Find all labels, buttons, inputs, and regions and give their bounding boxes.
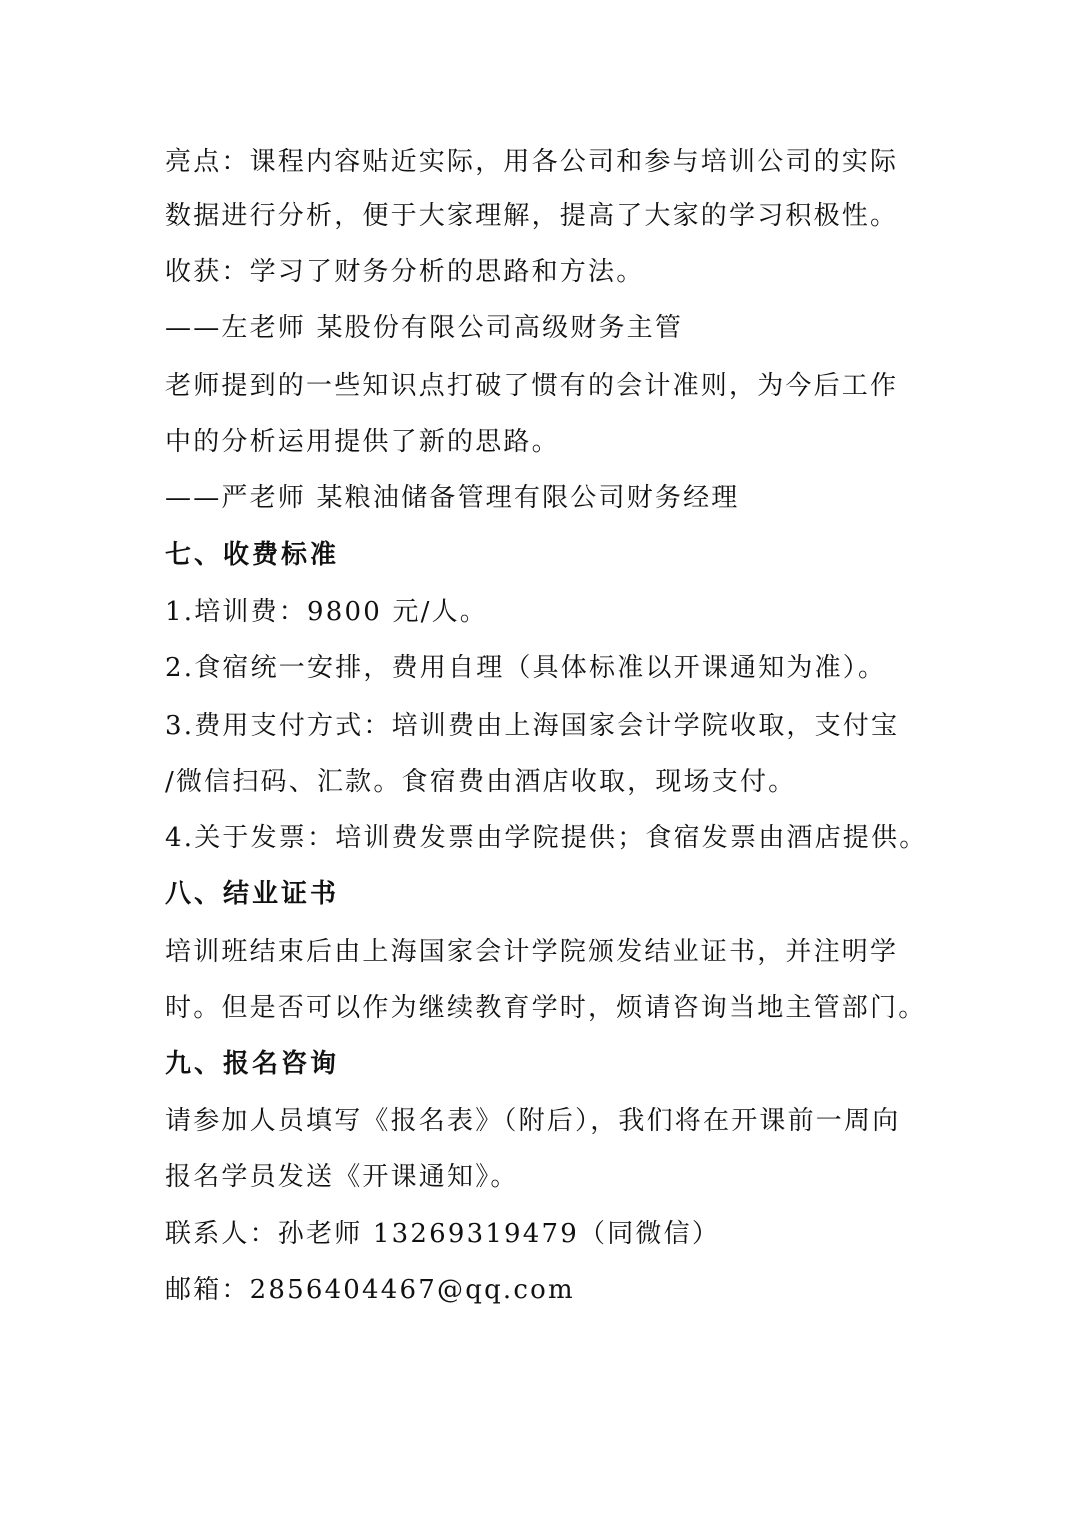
testimonial-highlight-line-1: 亮点：课程内容贴近实际，用各公司和参与培训公司的实际 xyxy=(165,147,899,177)
section-heading-certificate: 八、结业证书 xyxy=(165,879,340,909)
testimonial-quote-2-line-2: 中的分析运用提供了新的思路。 xyxy=(165,427,560,457)
section-heading-registration: 九、报名咨询 xyxy=(165,1049,340,1079)
testimonial-author-1: ——左老师 某股份有限公司高级财务主管 xyxy=(165,313,684,343)
registration-text-line-2: 报名学员发送《开课通知》。 xyxy=(165,1162,519,1192)
fee-item-1: 1.培训费：9800 元/人。 xyxy=(165,597,488,627)
fee-item-4: 4.关于发票：培训费发票由学院提供；食宿发票由酒店提供。 xyxy=(165,823,928,853)
fee-item-2: 2.食宿统一安排，费用自理（具体标准以开课通知为准）。 xyxy=(165,653,887,683)
certificate-text-line-1: 培训班结束后由上海国家会计学院颁发结业证书，并注明学 xyxy=(165,937,899,967)
testimonial-quote-2-line-1: 老师提到的一些知识点打破了惯有的会计准则，为今后工作 xyxy=(165,371,899,401)
section-heading-fees: 七、收费标准 xyxy=(165,540,340,570)
fee-item-3-line-2: /微信扫码、汇款。食宿费由酒店收取，现场支付。 xyxy=(165,767,797,797)
testimonial-gain: 收获：学习了财务分析的思路和方法。 xyxy=(165,257,645,287)
contact-person: 联系人：孙老师 13269319479（同微信） xyxy=(165,1219,721,1249)
registration-text-line-1: 请参加人员填写《报名表》（附后），我们将在开课前一周向 xyxy=(165,1106,901,1136)
testimonial-author-2: ——严老师 某粮油储备管理有限公司财务经理 xyxy=(165,483,740,513)
certificate-text-line-2: 时。但是否可以作为继续教育学时，烦请咨询当地主管部门。 xyxy=(165,993,927,1023)
contact-email: 邮箱：2856404467@qq.com xyxy=(165,1275,575,1305)
fee-item-3-line-1: 3.费用支付方式：培训费由上海国家会计学院收取，支付宝 xyxy=(165,711,900,741)
testimonial-highlight-line-2: 数据进行分析，便于大家理解，提高了大家的学习积极性。 xyxy=(165,201,899,231)
